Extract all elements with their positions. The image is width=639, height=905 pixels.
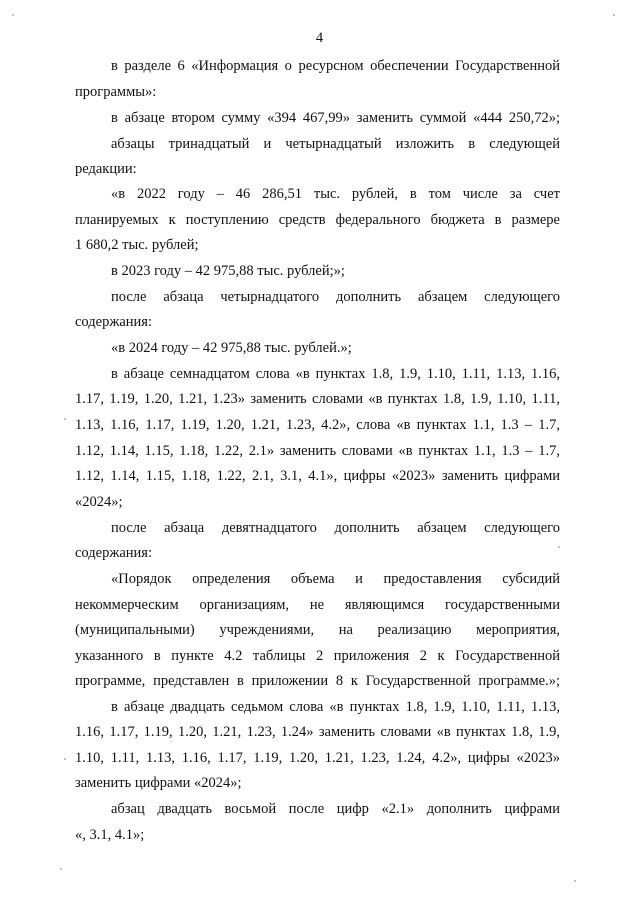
text-line: содержания: xyxy=(75,314,153,330)
text-line: абзацы тринадцатый и четырнадцатый изложить в следующей xyxy=(111,136,560,152)
text-line: содержания: xyxy=(75,545,153,561)
text-line: в абзаце втором сумму «394 467,99» заменить суммой «444 250,72»; xyxy=(111,110,560,126)
text-line: в 2023 году – 42 975,88 тыс. рублей;»; xyxy=(111,263,345,279)
scan-speck xyxy=(574,880,576,882)
text-line: программе, представлен в приложении 8 к Государственной программе.»; xyxy=(75,673,560,689)
text-line: 1.10, 1.11, 1.13, 1.16, 1.17, 1.19, 1.20, 1.21, 1.23, 1.24, 4.2», цифры «2023» xyxy=(75,750,560,766)
page-number: 4 xyxy=(315,30,324,46)
scan-speck xyxy=(64,758,66,760)
text-line: после абзаца девятнадцатого дополнить абзацем следующего xyxy=(111,520,560,536)
text-line: 1 680,2 тыс. рублей; xyxy=(75,237,199,253)
scan-speck xyxy=(60,868,62,870)
text-line: в абзаце двадцать седьмом слова «в пунктах 1.8, 1.9, 1.10, 1.11, 1.13, xyxy=(111,699,560,715)
text-line: некоммерческим организациям, не являющимся государственными xyxy=(75,597,560,613)
scan-speck xyxy=(12,14,14,16)
text-line: «в 2024 году – 42 975,88 тыс. рублей.»; xyxy=(111,340,352,356)
text-line: 1.13, 1.16, 1.17, 1.19, 1.20, 1.21, 1.23, 4.2», слова «в пунктах 1.1, 1.3 – 1.7, xyxy=(75,417,560,433)
scan-speck xyxy=(64,418,66,420)
text-line: 1.17, 1.19, 1.20, 1.21, 1.23» заменить словами «в пунктах 1.8, 1.9, 1.10, 1.11, xyxy=(75,391,560,407)
scan-speck xyxy=(613,14,615,16)
text-line: 1.16, 1.17, 1.19, 1.20, 1.21, 1.23, 1.24» заменить словами «в пунктах 1.8, 1.9, xyxy=(75,724,560,740)
scan-speck xyxy=(558,546,560,548)
text-line: «, 3.1, 4.1»; xyxy=(75,827,145,843)
text-line: редакции: xyxy=(75,161,137,177)
text-line: программы»: xyxy=(75,84,157,100)
text-line: заменить цифрами «2024»; xyxy=(75,775,242,791)
text-line: 1.12, 1.14, 1.15, 1.18, 1.22, 2.1, 3.1, 4.1», цифры «2023» заменить цифрами xyxy=(75,468,560,484)
text-line: «2024»; xyxy=(75,494,123,510)
text-line: «Порядок определения объема и предоставления субсидий xyxy=(111,571,560,587)
text-line: 1.12, 1.14, 1.15, 1.18, 1.22, 2.1» заменить словами «в пунктах 1.1, 1.3 – 1.7, xyxy=(75,443,560,459)
text-line: «в 2022 году – 46 286,51 тыс. рублей, в том числе за счет xyxy=(111,186,560,202)
text-line: после абзаца четырнадцатого дополнить абзацем следующего xyxy=(111,289,560,305)
text-line: абзац двадцать восьмой после цифр «2.1» дополнить цифрами xyxy=(111,801,560,817)
text-line: (муниципальными) учреждениями, на реализацию мероприятия, xyxy=(75,622,560,638)
text-line: в абзаце семнадцатом слова «в пунктах 1.8, 1.9, 1.10, 1.11, 1.13, 1.16, xyxy=(111,366,560,382)
text-line: указанного в пункте 4.2 таблицы 2 приложения 2 к Государственной xyxy=(75,648,560,664)
text-line: планируемых к поступлению средств федерального бюджета в размере xyxy=(75,212,560,228)
text-line: в разделе 6 «Информация о ресурсном обеспечении Государственной xyxy=(111,58,560,74)
